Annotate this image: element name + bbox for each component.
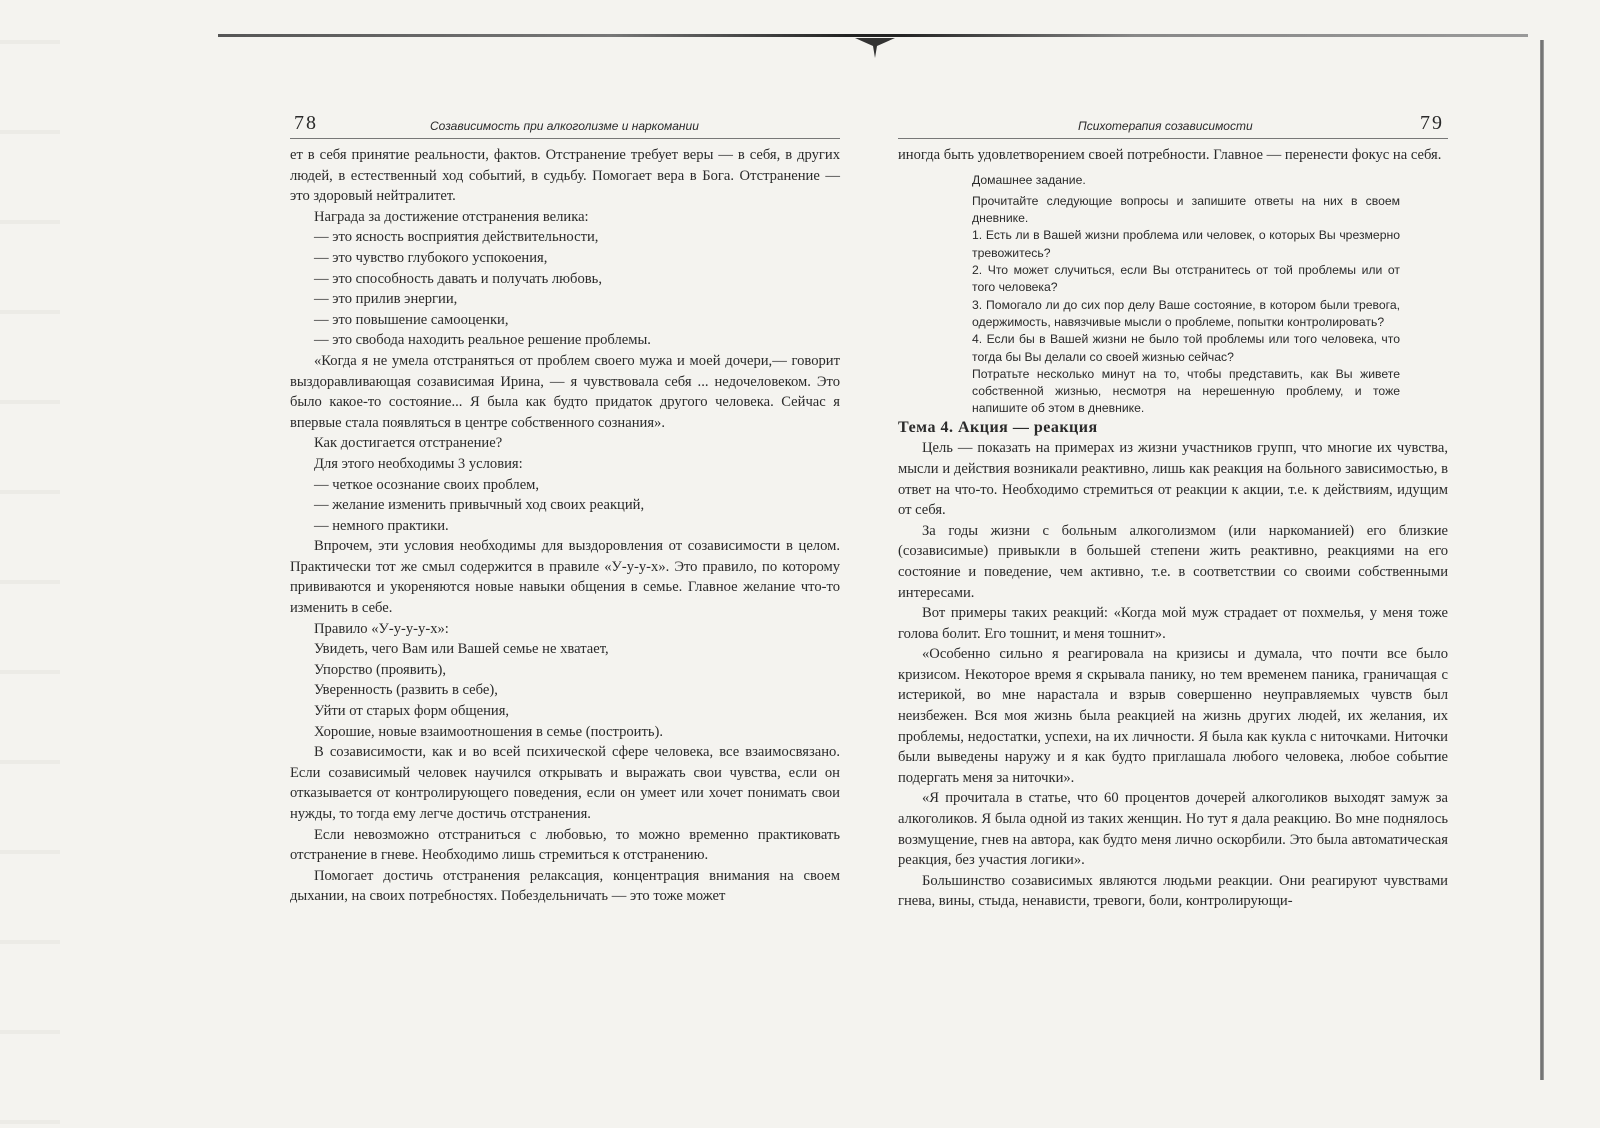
homework-question: 4. Если бы в Вашей жизни не было той проблемы или того человека, что тогда бы Вы делали со своей жизнью сейчас? [972,332,1400,364]
paragraph: В созависимости, как и во всей психической сфере человека, все взаимосвязано. Если созависимый человек научился открывать и выражать свои чувства, если он отказывается от контролирующего поведения, если он умеет или хочет понимать свои нужды, то тогда ему легче достичь отстранения. [290,744,840,822]
homework-closing: Потратьте несколько минут на то, чтобы представить, как Вы живете собственной жизнью, несмотря на нерешенную проблему, и тоже напишите об этом в дневнике. [972,366,1400,416]
homework-question: 3. Помогало ли до сих пор делу Ваше состояние, в котором были тревога, одержимость, навязчивые мысли о проблеме, попытки контролировать? [972,297,1400,329]
list-item: — это повышение самооценки, [314,311,509,328]
paragraph: Цель — показать на примерах из жизни участников групп, что многие их чувства, мысли и действия возникали реактивно, лишь как реакция на больного зависимостью, в ответ на что-то. Необходимо стремиться от реакции к акции, т.е. к действиям, идущим от себя. [898,440,1448,519]
homework-question: 2. Что может случиться, если Вы отстранитесь от той проблемы или от того человека? [972,263,1400,295]
paragraph: Впрочем, эти условия необходимы для выздоровления от созависимости в целом. Практически тот же смыл содержится в правиле «У-у-у-х». Это правило, по которому прививаются и укореняются новые навыки общения в семье. Главное желание что-то изменить в себе. [290,538,840,617]
paragraph: «Я прочитала в статье, что 60 процентов дочерей алкоголиков выходят замуж за алкоголиков. Я была одной из таких женщин. Но тут я дала реакцию. Во мне поднялось возмущение, гнев на автора, как будто меня лично оскорбили. Это была автоматическая реакция, без участия логики». [898,790,1448,869]
homework-block [972,172,1400,418]
list-item: — это прилив энергии, [314,291,458,308]
list-item: Упорство (проявить), [314,661,446,678]
left-page-number: 78 [294,112,318,134]
paragraph: Для этого необходимы 3 условия: [314,455,523,472]
right-running-head [898,112,1448,139]
paragraph: Вот примеры таких реакций: «Когда мой муж страдает от похмелья, у меня тоже голова болит. Его тошнит, и меня тошнит». [898,605,1448,642]
homework-question: 1. Есть ли в Вашей жизни проблема или человек, о которых Вы чрезмерно тревожитесь? [972,228,1400,260]
list-item: — это способность давать и получать любовь, [314,270,602,287]
paragraph: Помогает достичь отстранения релаксация, концентрация внимания на своем дыхании, на своих потребностях. Побездельничать — это тоже может [290,867,840,905]
right-body-text [898,145,1448,912]
left-header-title: Созависимость при алкоголизме и наркомании [430,119,699,133]
list-item: — четкое осознание своих проблем, [314,476,540,493]
list-item: — это ясность восприятия действительности, [314,229,599,246]
paragraph: Награда за достижение отстранения велика: [314,208,589,225]
list-item: — желание изменить привычный ход своих реакций, [314,497,645,514]
paragraph: иногда быть удовлетворением своей потребности. Главное — перенести фокус на себя. [898,147,1442,163]
paragraph: Правило «У-у-у-у-х»: [314,620,449,637]
book-spine-line [218,34,1528,37]
paragraph: ет в себя принятие реальности, фактов. Отстранение требует веры — в себя, в других людей, в естественный ход событий, в судьбу. Помогает вера в Бога. Отстранение — это здоровый нейтралитет. [290,147,840,205]
scan-edge-left [0,0,60,1128]
right-header-title: Психотерапия созависимости [1078,119,1253,133]
right-page-number: 79 [1420,112,1444,134]
paragraph: «Особенно сильно я реагировала на кризисы и думала, что почти все было кризисом. Некоторое время я скрывала панику, но тем временем паника, граничащая с истерикой, во мне нарастала и взрыв совершенно неуправляемых чувств был неизбежен. Вся моя жизнь была реакцией на жизнь других людей, их желания, их проблемы, недостатки, успехи, на их личности. Я была как кукла с ниточками. Ниточки были выведены наружу и я как будто приглашала любого человека, любое событие подергать меня за ниточки». [898,646,1448,786]
list-item: — это чувство глубокого успокоения, [314,249,548,266]
paragraph: Как достигается отстранение? [314,435,503,452]
left-body-text [290,145,840,907]
page-edge-right [1540,40,1544,1080]
paragraph: Если невозможно отстраниться с любовью, то можно временно практиковать отстранение в гневе. Необходимо лишь стремиться к отстранению. [290,826,840,864]
paragraph: «Когда я не умела отстраняться от проблем своего мужа и моей дочери,— говорит выздоравливающая созависимая Ирина, — я чувствовала себя ... недочеловеком. Это было какое-то состояние... Я была как будто придаток другого человека. Сейчас я впервые стала появляться в центре собственного сознания». [290,352,840,431]
paragraph: За годы жизни с больным алкоголизмом (или наркоманией) его близкие (созависимые) привыкли в большей степени жить реактивно, реакциями на его состояние и поведение, чем активно, т.е. в соответствии со своими собственными интересами. [898,522,1448,601]
left-running-head [290,112,840,139]
list-item: — немного практики. [314,517,449,534]
list-item: Хорошие, новые взаимоотношения в семье (построить). [314,723,664,740]
list-item: Уйти от старых форм общения, [314,703,510,720]
homework-intro: Прочитайте следующие вопросы и запишите ответы на них в своем дневнике. [972,193,1400,226]
list-item: — это свобода находить реальное решение проблемы. [314,332,651,349]
spine-notch [855,38,895,58]
section-heading: Тема 4. Акция — реакция [898,418,1098,436]
left-page [290,112,840,907]
homework-title: Домашнее задание. [972,172,1086,187]
right-page [898,112,1448,912]
list-item: Уверенность (развить в себе), [314,682,498,699]
paragraph: Большинство созависимых являются людьми реакции. Они реагируют чувствами гнева, вины, стыда, ненависти, тревоги, боли, контролирующи- [898,872,1448,910]
list-item: Увидеть, чего Вам или Вашей семье не хватает, [314,641,609,658]
